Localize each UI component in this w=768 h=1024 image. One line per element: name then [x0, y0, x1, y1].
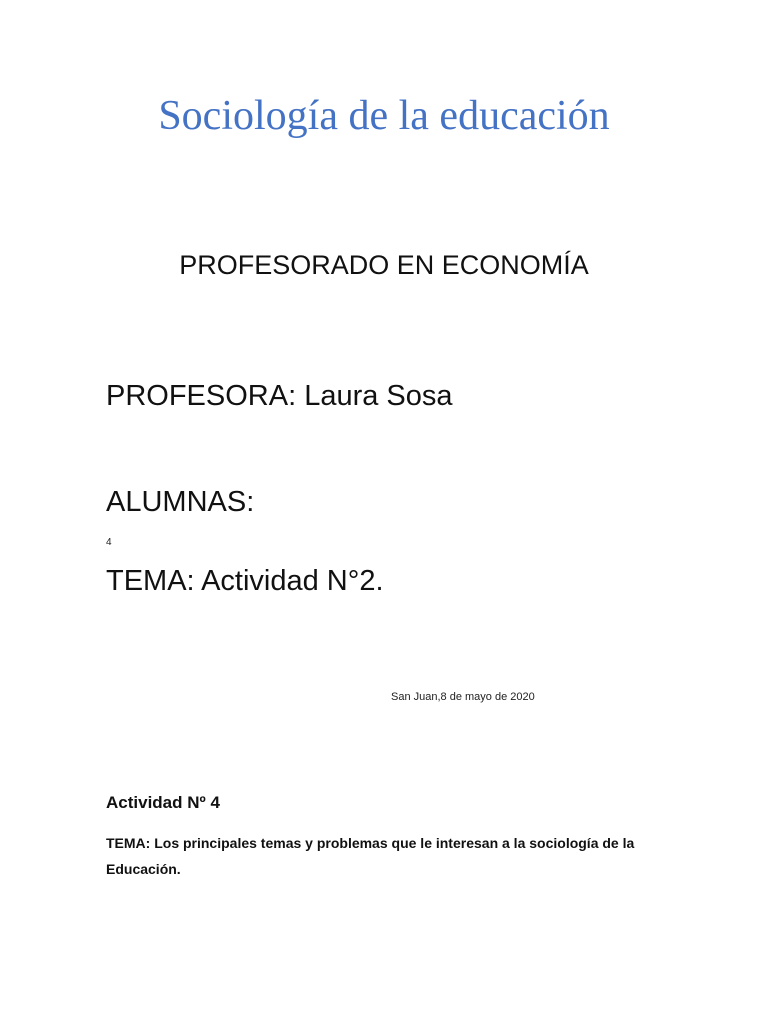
program-heading: PROFESORADO EN ECONOMÍA [179, 250, 589, 280]
topic-paragraph: TEMA: Los principales temas y problemas que le interesan a la sociología de la Educación. [106, 835, 635, 877]
students-line: ALUMNAS: [106, 486, 255, 518]
place-date: San Juan,8 de mayo de 2020 [391, 691, 535, 703]
topic-line: TEMA: Actividad N°2. [106, 565, 384, 597]
footnote-mark: 4 [106, 537, 112, 548]
document-title: Sociología de la educación [158, 93, 610, 139]
professor-line: PROFESORA: Laura Sosa [106, 380, 453, 412]
activity-heading: Actividad Nº 4 [106, 793, 220, 812]
